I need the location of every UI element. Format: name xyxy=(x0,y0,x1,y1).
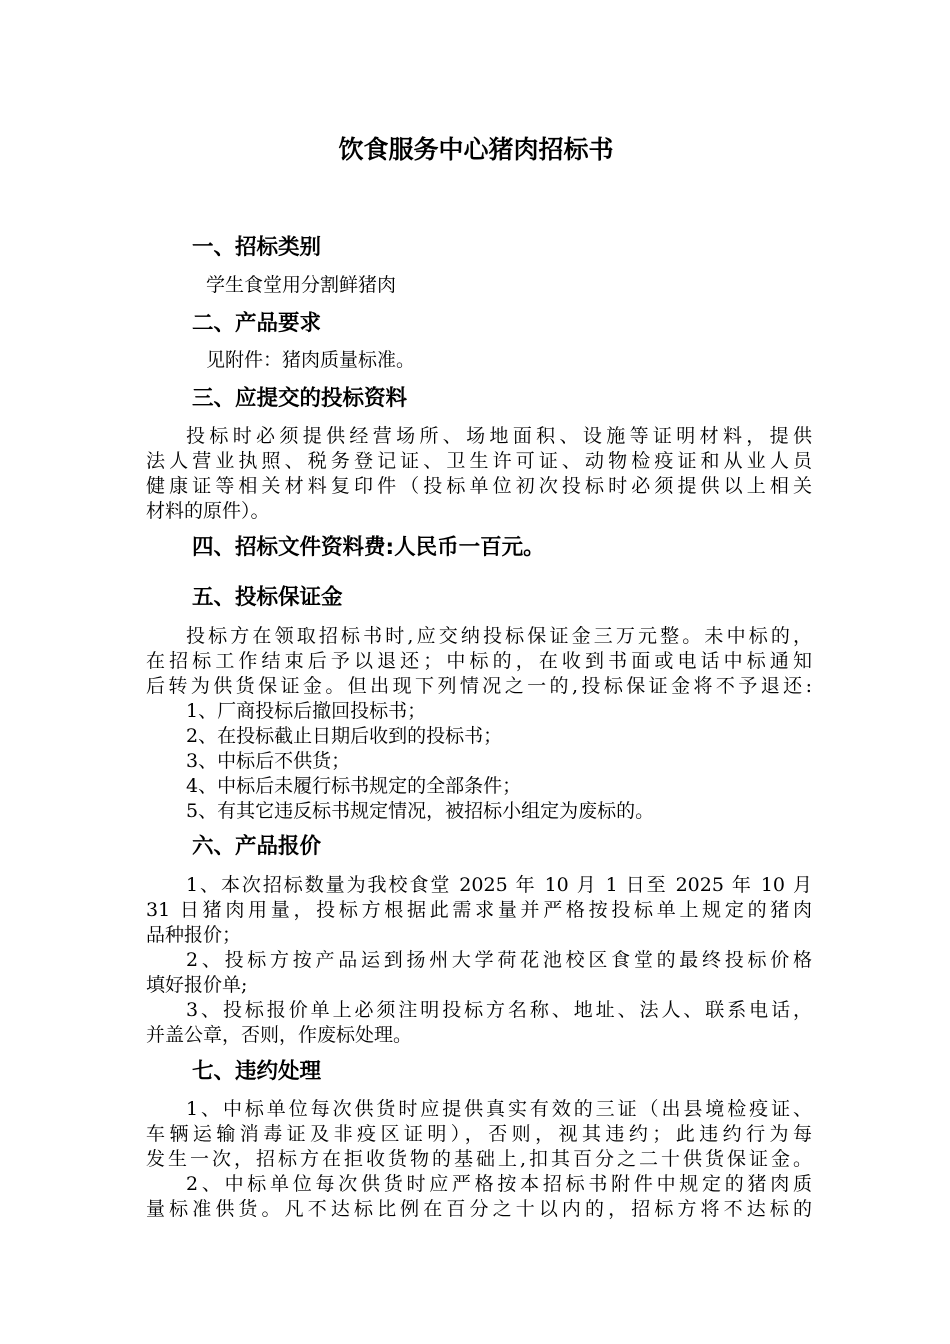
paragraph-line: 学生食堂用分割鲜猪肉 xyxy=(206,274,397,296)
paragraph-line: 发生一次，招标方在拒收货物的基础上,扣其百分之二十供货保证金。 xyxy=(146,1148,812,1170)
paragraph-line: 1、本次招标数量为我校食堂 2025 年 10 月 1 日至 2025 年 10 月 xyxy=(186,874,812,896)
paragraph-line: 车辆运输消毒证及非疫区证明），否则，视其违约；此违约行为每 xyxy=(146,1123,812,1145)
section-heading-breach: 七、违约处理 xyxy=(192,1059,322,1084)
section-heading-deposit: 五、投标保证金 xyxy=(192,585,343,610)
list-item: 1、厂商投标后撤回投标书； xyxy=(186,700,427,722)
section-heading-requirements: 二、产品要求 xyxy=(192,311,322,336)
list-item: 5、有其它违反标书规定情况，被招标小组定为废标的。 xyxy=(186,800,655,822)
section-heading-materials: 三、应提交的投标资料 xyxy=(192,386,408,411)
paragraph-line: 后转为供货保证金。但出现下列情况之一的,投标保证金将不予退还: xyxy=(146,675,812,697)
paragraph-line: 见附件：猪肉质量标准。 xyxy=(206,349,416,371)
paragraph-line: 31 日猪肉用量，投标方根据此需求量并严格按投标单上规定的猪肉 xyxy=(146,899,812,921)
paragraph-line: 1、中标单位每次供货时应提供真实有效的三证（出县境检疫证、 xyxy=(186,1098,812,1120)
paragraph-line: 投标方在领取招标书时,应交纳投标保证金三万元整。未中标的， xyxy=(186,625,812,647)
paragraph-line: 量标准供货。凡不达标比例在百分之十以内的，招标方将不达标的 xyxy=(146,1198,812,1220)
paragraph-line: 材料的原件）。 xyxy=(146,500,270,522)
paragraph-line: 2、中标单位每次供货时应严格按本招标书附件中规定的猪肉质 xyxy=(186,1173,812,1195)
paragraph-line: 在招标工作结束后予以退还；中标的，在收到书面或电话中标通知 xyxy=(146,650,812,672)
paragraph-line: 3、投标报价单上必须注明投标方名称、地址、法人、联系电话， xyxy=(186,999,812,1021)
section-heading-fee: 四、招标文件资料费:人民币一百元。 xyxy=(192,535,545,560)
paragraph-line: 并盖公章，否则，作废标处理。 xyxy=(146,1024,413,1046)
paragraph-line: 2、投标方按产品运到扬州大学荷花池校区食堂的最终投标价格 xyxy=(186,949,812,971)
list-item: 2、在投标截止日期后收到的投标书； xyxy=(186,725,503,747)
list-item: 3、中标后不供货； xyxy=(186,750,351,772)
paragraph-line: 健康证等相关材料复印件（投标单位初次投标时必须提供以上相关 xyxy=(146,475,812,497)
section-heading-pricing: 六、产品报价 xyxy=(192,834,322,859)
document-title: 饮食服务中心猪肉招标书 xyxy=(338,135,614,164)
section-heading-category: 一、招标类别 xyxy=(192,235,322,260)
paragraph-line: 投标时必须提供经营场所、场地面积、设施等证明材料，提供 xyxy=(186,425,812,447)
list-item: 4、中标后未履行标书规定的全部条件； xyxy=(186,775,522,797)
paragraph-line: 填好报价单; xyxy=(146,974,248,996)
paragraph-line: 法人营业执照、税务登记证、卫生许可证、动物检疫证和从业人员 xyxy=(146,450,812,472)
paragraph-line: 品种报价； xyxy=(146,924,242,946)
